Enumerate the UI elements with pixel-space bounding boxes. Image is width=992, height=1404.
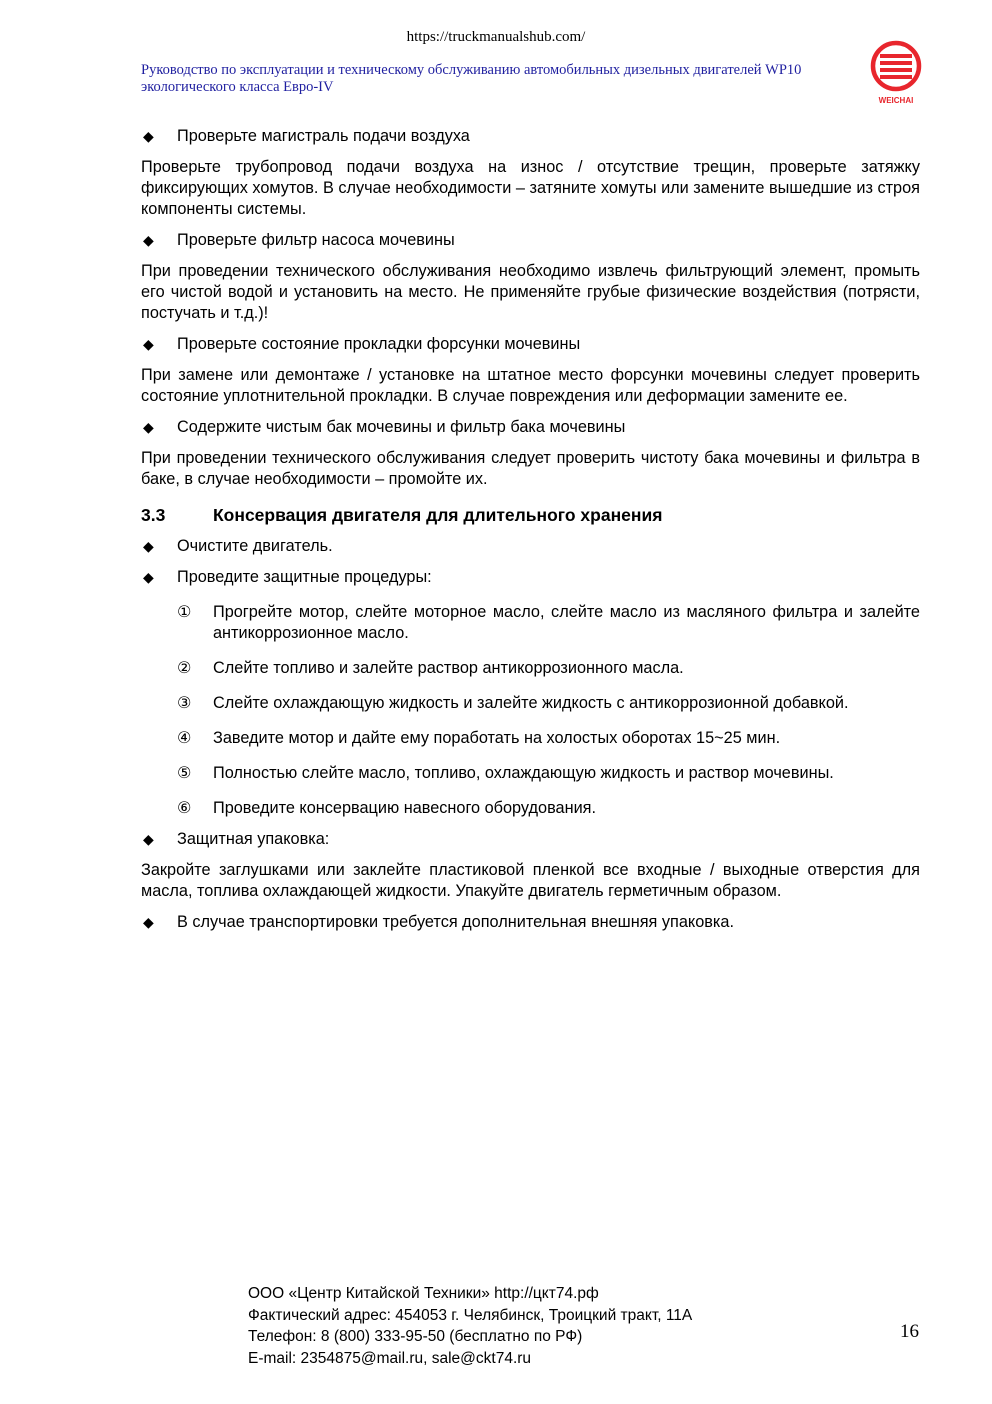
numbered-step: ① Прогрейте мотор, слейте моторное масло, слейте масло из масляного фильтра и залейте антикоррозионное масло. xyxy=(177,602,920,642)
svg-text:WEICHAI: WEICHAI xyxy=(878,96,914,105)
diamond-bullet-icon: ◆ xyxy=(143,538,154,554)
step-marker: ③ xyxy=(177,693,192,712)
weichai-logo xyxy=(868,40,924,108)
numbered-step: ⑤ Полностью слейте масло, топливо, охлаждающую жидкость и раствор мочевины. xyxy=(177,763,834,782)
bullet-heading: ◆ Проверьте фильтр насоса мочевины xyxy=(143,231,455,249)
step-marker: ⑥ xyxy=(177,798,192,817)
bullet-item: ◆ Очистите двигатель. xyxy=(143,537,333,555)
company-footer xyxy=(248,1283,692,1369)
numbered-step: ④ Заведите мотор и дайте ему поработать на холостых оборотах 15~25 мин. xyxy=(177,728,781,747)
section-title: Консервация двигателя для длительного хранения xyxy=(213,505,663,525)
diamond-bullet-icon: ◆ xyxy=(143,569,154,585)
diamond-bullet-icon: ◆ xyxy=(143,128,154,144)
section-heading xyxy=(141,504,920,526)
step-marker: ⑤ xyxy=(177,763,192,782)
diamond-bullet-icon: ◆ xyxy=(143,419,154,435)
diamond-bullet-icon: ◆ xyxy=(143,831,154,847)
footer-phone-line: Телефон: 8 (800) 333-95-50 (бесплатно по РФ) xyxy=(248,1328,583,1345)
numbered-step: ③ Слейте охлаждающую жидкость и залейте жидкость с антикоррозионной добавкой. xyxy=(177,693,849,712)
paragraph: При проведении технического обслуживания необходимо извлечь фильтрующий элемент, промыть его чистой водой и установить на место. Не применяйте грубые физические воздействия (потрясти, постучать и т.д.)! xyxy=(141,262,920,322)
diamond-bullet-icon: ◆ xyxy=(143,914,154,930)
document-title: Руководство по эксплуатации и техническому обслуживанию автомобильных дизельных двигателей WP10 экологического класса Евро-IV xyxy=(141,62,802,95)
diamond-bullet-icon: ◆ xyxy=(143,336,154,352)
bullet-heading: ◆ Проверьте магистраль подачи воздуха xyxy=(143,127,470,145)
section-number: 3.3 xyxy=(141,505,166,525)
bullet-item: ◆ Проведите защитные процедуры: xyxy=(143,568,432,586)
source-url[interactable]: https://truckmanualshub.com/ xyxy=(406,29,586,45)
paragraph: При замене или демонтаже / установке на штатное место форсунки мочевины следует проверить состояние уплотнительной прокладки. В случае повреждения или деформации замените ее. xyxy=(141,366,920,405)
paragraph: Проверьте трубопровод подачи воздуха на износ / отсутствие трещин, проверьте затяжку фиксирующих хомутов. В случае необходимости – затяните хомуты или замените вышедшие из строя компоненты системы. xyxy=(141,158,920,218)
bullet-heading: ◆ Защитная упаковка: xyxy=(143,830,330,848)
bullet-item: ◆ В случае транспортировки требуется дополнительная внешняя упаковка. xyxy=(143,913,734,931)
bullet-heading: ◆ Содержите чистым бак мочевины и фильтр бака мочевины xyxy=(143,418,626,436)
bullet-heading: ◆ Проверьте состояние прокладки форсунки мочевины xyxy=(143,335,581,353)
step-marker: ① xyxy=(177,602,192,621)
footer-address-line: Фактический адрес: 454053 г. Челябинск, Троицкий тракт, 11А xyxy=(248,1306,693,1324)
document-body xyxy=(141,126,920,943)
page-number: 16 xyxy=(900,1321,919,1342)
paragraph: Закройте заглушками или заклейте пластиковой пленкой все входные / выходные отверстия для масла, топлива охлаждающей жидкости. Упакуйте двигатель герметичным образом. xyxy=(141,861,920,900)
diamond-bullet-icon: ◆ xyxy=(143,232,154,248)
numbered-step: ⑥ Проведите консервацию навесного оборудования. xyxy=(177,798,597,817)
footer-company-line: ООО «Центр Китайской Техники» http://цкт74.рф xyxy=(248,1285,599,1302)
paragraph: При проведении технического обслуживания следует проверить чистоту бака мочевины и фильтра в баке, в случае необходимости – промойте их. xyxy=(141,449,920,488)
step-marker: ④ xyxy=(177,728,192,747)
footer-email-line: E-mail: 2354875@mail.ru, sale@ckt74.ru xyxy=(248,1349,532,1367)
step-marker: ② xyxy=(177,658,192,677)
numbered-step: ② Слейте топливо и залейте раствор антикоррозионного масла. xyxy=(177,658,684,677)
